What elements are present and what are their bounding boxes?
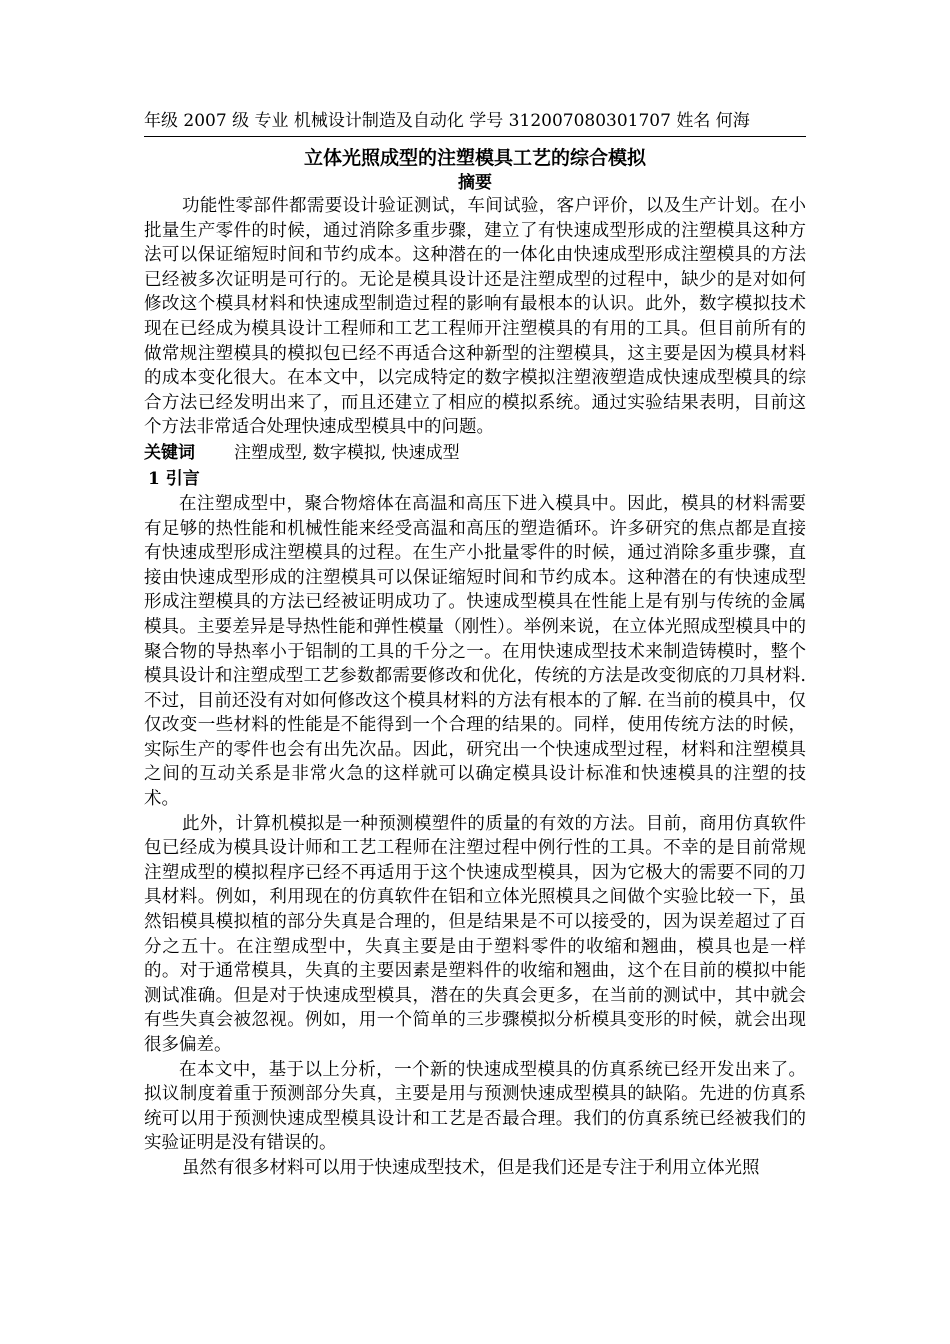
student-info-header: 年级 2007 级 专业 机械设计制造及自动化 学号 312007080301707 姓名 何海 [144, 108, 806, 137]
abstract-heading: 摘要 [458, 173, 492, 193]
body-paragraph-4: 虽然有很多材料可以用于快速成型技术，但是我们还是专注于利用立体光照 [182, 1157, 760, 1178]
keywords-line [144, 440, 806, 466]
section-heading-introduction: 1 引言 [148, 468, 200, 489]
body-paragraph-3: 在本文中，基于以上分析，一个新的快速成型模具的仿真系统已经开发出来了。拟议制度着重于预测部分失真，主要是用与预测快速成型模具的缺陷。先进的仿真系统可以用于预测快速成型模具设计和工艺是否最合理。我们的仿真系统已经被我们的实验证明是没有错误的。 [144, 1059, 806, 1154]
document-page [144, 108, 806, 1181]
keywords-label: 关键词 [144, 442, 195, 463]
body-paragraph-1: 在注塑成型中，聚合物熔体在高温和高压下进入模具中。因此，模具的材料需要有足够的热性能和机械性能来经受高温和高压的塑造循环。许多研究的焦点都是直接有快速成型形成注塑模具的过程。在生产小批量零件的时候，通过消除多重步骤，直接由快速成型形成的注塑模具可以保证缩短时间和节约成本。这种潜在的有快速成型形成注塑模具的方法已经被证明成功了。快速成型模具在性能上是有别与传统的金属模具。主要差异是导热性能和弹性模量（刚性）。举例来说，在立体光照成型模具中的聚合物的导热率小于铝制的工具的千分之一。在用快速成型技术来制造铸模时，整个模具设计和注塑成型工艺参数都需要修改和优化，传统的方法是改变彻底的刀具材料. 不过，目前还没有对如何修改这个模具材料的方法有根本的了解. 在当前的模具中，仅仅改变一些材料的性能是不能得到一个合理的结果的。同样，使用传统方法的时候，实际生产的零件也会有出先次品。因此，研究出一个快速成型过程，材料和注塑模具之间的互动关系是非常火急的这样就可以确定模具设计标准和快速模具的注塑的技术。 [144, 493, 806, 810]
abstract-paragraph: 功能性零部件都需要设计验证测试，车间试验，客户评价，以及生产计划。在小批量生产零件的时候，通过消除多重步骤，建立了有快速成型形成的注塑模具这种方法可以保证缩短时间和节约成本。这种潜在的一体化由快速成型形成注塑模具的方法已经被多次证明是可行的。无论是模具设计还是注塑成型的过程中，缺少的是对如何修改这个模具材料和快速成型制造过程的影响有最根本的认识。此外，数字模拟技术现在已经成为模具设计工程师和工艺工程师开注塑模具的有用的工具。但目前所有的做常规注塑模具的模拟包已经不再适合这种新型的注塑模具，这主要是因为模具材料的成本变化很大。在本文中，以完成特定的数字模拟注塑液塑造成快速成型模具的综合方法已经发明出来了，而且还建立了相应的模拟系统。通过实验结果表明，目前这个方法非常适合处理快速成型模具中的问题。 [144, 196, 806, 438]
document-title: 立体光照成型的注塑模具工艺的综合模拟 [303, 147, 646, 169]
keywords-text: 注塑成型, 数字模拟, 快速成型 [234, 442, 460, 463]
body-paragraph-2: 此外，计算机模拟是一种预测模塑件的质量的有效的方法。目前，商用仿真软件包已经成为模具设计师和工艺工程师在注塑过程中例行性的工具。不幸的是目前常规注塑成型的模拟程序已经不再适用于这个快速成型模具，因为它极大的需要不同的刀具材料。例如，利用现在的仿真软件在铝和立体光照模具之间做个实验比较一下，虽然铝模具模拟植的部分失真是合理的，但是结果是不可以接受的，因为误差超过了百分之五十。在注塑成型中，失真主要是由于塑料零件的收缩和翘曲，模具也是一样的。对于通常模具，失真的主要因素是塑料件的收缩和翘曲，这个在目前的模拟中能测试准确。但是对于快速成型模具，潜在的失真会更多，在当前的测试中，其中就会有些失真会被忽视。例如，用一个简单的三步骤模拟分析模具变形的时候，就会出现很多偏差。 [144, 813, 806, 1055]
